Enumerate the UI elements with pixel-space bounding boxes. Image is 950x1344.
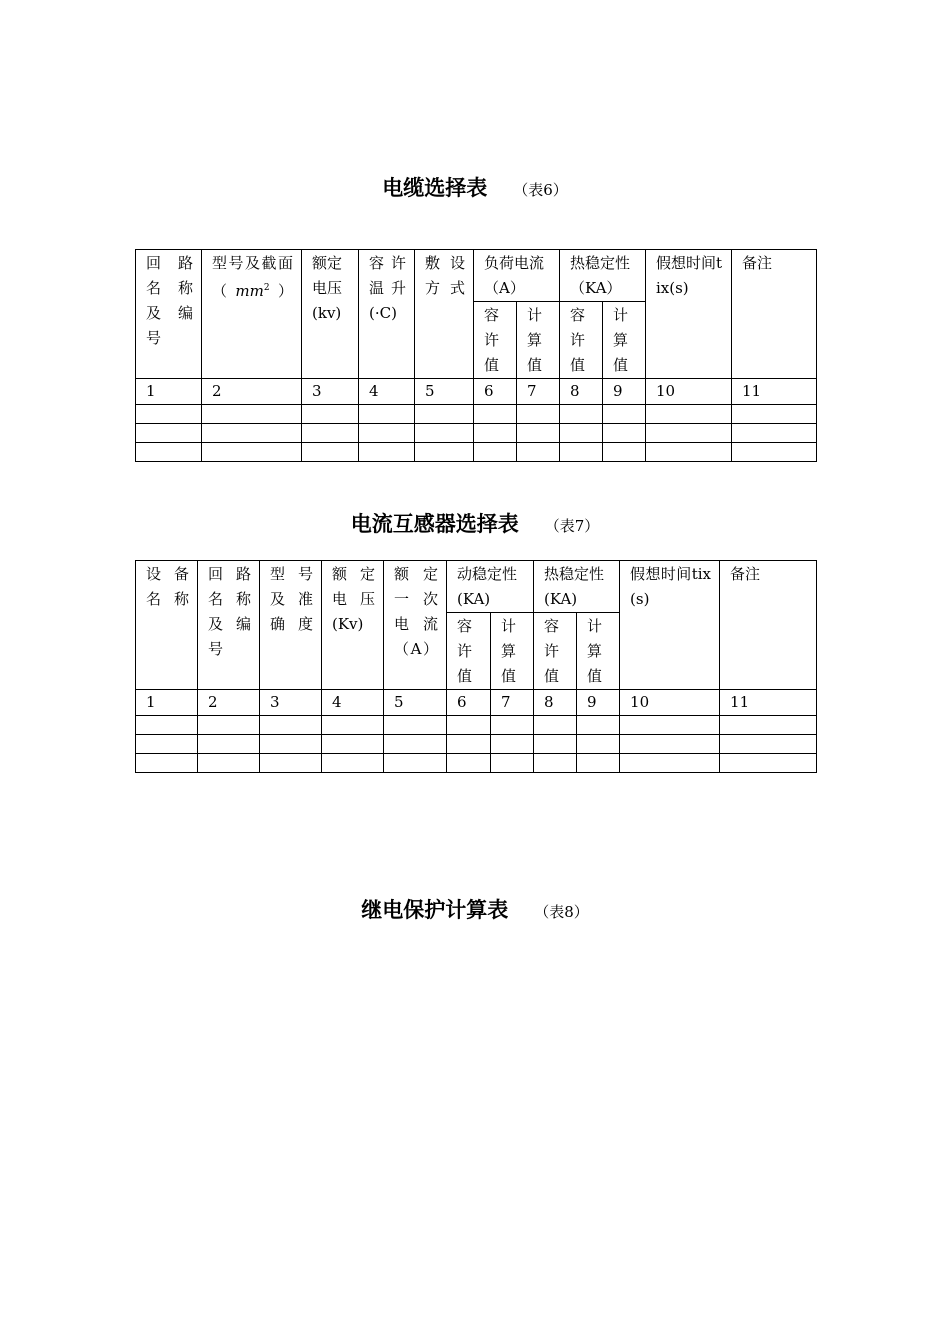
table6-num-cell: 2: [202, 379, 302, 405]
table8-ref: （表8）: [534, 903, 589, 921]
table6-blank-row: [136, 424, 817, 443]
table6-num-cell: 7: [517, 379, 560, 405]
table6-num-cell: 11: [732, 379, 817, 405]
table7-blank-row: [136, 754, 817, 773]
table6-sub-calc-1: 计算值: [517, 302, 560, 379]
table6-header-laying-method: 敷设方式: [415, 250, 474, 379]
table7-num-cell: 7: [491, 690, 534, 716]
table6-sub-calc-2: 计算值: [603, 302, 646, 379]
table7-sub-allow-1: 容许值: [447, 613, 491, 690]
table6-num-cell: 1: [136, 379, 202, 405]
table7-header-primary-current: 额 定 一 次 电流（A）: [384, 561, 447, 690]
table7-num-cell: 10: [620, 690, 720, 716]
table8-title-text: 继电保护计算表: [361, 897, 509, 922]
table7-header-assumed-time: 假想时间tix(s): [620, 561, 720, 690]
table6-header-rated-voltage: 额定电压(kv): [302, 250, 359, 379]
table7-title-text: 电流互感器选择表: [350, 511, 519, 536]
table6-num-cell: 9: [603, 379, 646, 405]
table6-number-row: [136, 379, 817, 405]
table7-num-cell: 3: [260, 690, 322, 716]
table7-header-row: [136, 561, 817, 613]
table7-num-cell: 8: [534, 690, 577, 716]
table7-header-loop-name: 回 路 名 称 及 编 号: [198, 561, 260, 690]
table6-header-row: [136, 250, 817, 302]
table6-ref: （表6）: [513, 181, 568, 199]
table6-header-temp-rise: 容许温升(·C): [359, 250, 415, 379]
table6-blank-row: [136, 405, 817, 424]
table7-ref: （表7）: [544, 517, 600, 535]
table6-header-model-section: 型号及截面$(mm^2)$: [202, 250, 302, 379]
table7-num-cell: 11: [720, 690, 817, 716]
table6-num-cell: 8: [560, 379, 603, 405]
cable-selection-table: [135, 249, 817, 462]
table6-header-assumed-time: 假想时间tix(s): [646, 250, 732, 379]
table7-num-cell: 4: [322, 690, 384, 716]
table6-blank-row: [136, 443, 817, 462]
table7-header-rated-voltage: 额 定 电 压 (Kv): [322, 561, 384, 690]
table6-header-loop-name: 回 路 名 称 及 编 号: [136, 250, 202, 379]
table6-num-cell: 3: [302, 379, 359, 405]
table7-header-model-accuracy: 型 号 及 准 确度: [260, 561, 322, 690]
table7-num-cell: 5: [384, 690, 447, 716]
table7-sub-allow-2: 容许值: [534, 613, 577, 690]
table7-sub-calc-2: 计算值: [577, 613, 620, 690]
current-transformer-table: [135, 560, 817, 773]
table6-sub-allow-1: 容许值: [474, 302, 517, 379]
table7-header-device-name: 设 备 名称: [136, 561, 198, 690]
table7-num-cell: 9: [577, 690, 620, 716]
table7-title: [0, 508, 950, 538]
table7-blank-row: [136, 735, 817, 754]
table7-num-cell: 1: [136, 690, 198, 716]
table6-num-cell: 5: [415, 379, 474, 405]
table6-title: [0, 172, 950, 202]
table7-sub-calc-1: 计算值: [491, 613, 534, 690]
table6-num-cell: 4: [359, 379, 415, 405]
table6-num-cell: 10: [646, 379, 732, 405]
table8-title: [0, 894, 950, 924]
table7-number-row: [136, 690, 817, 716]
table7-blank-row: [136, 716, 817, 735]
table7-num-cell: 6: [447, 690, 491, 716]
table7-header-remarks: 备注: [720, 561, 817, 690]
table6-title-text: 电缆选择表: [382, 175, 488, 200]
table7-header-thermal-stability: 热稳定性(KA): [534, 561, 620, 613]
table7-header-dynamic-stability: 动稳定性(KA): [447, 561, 534, 613]
table6-header-thermal-stability: 热稳定性（KA）: [560, 250, 646, 302]
table6-num-cell: 6: [474, 379, 517, 405]
table7-num-cell: 2: [198, 690, 260, 716]
table6-header-load-current: 负荷电流（A）: [474, 250, 560, 302]
table6-sub-allow-2: 容许值: [560, 302, 603, 379]
table6-header-remarks: 备注: [732, 250, 817, 379]
